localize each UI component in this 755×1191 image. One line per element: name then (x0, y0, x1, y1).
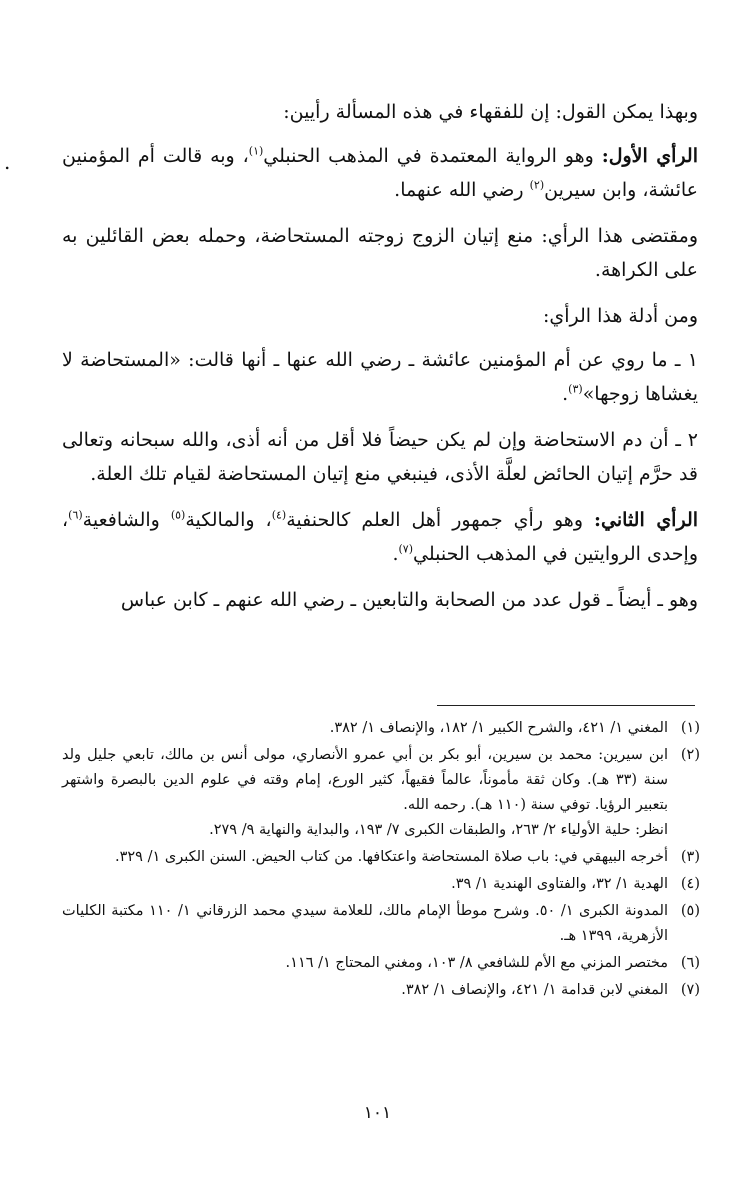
first-view-paragraph (62, 139, 698, 207)
footnote-6 (62, 951, 700, 976)
intro-paragraph: وبهذا يمكن القول: إن للفقهاء في هذه المسألة رأيين: (283, 101, 698, 123)
footnote-ref-4[interactable]: (٤) (271, 508, 287, 522)
footnote-ref-7[interactable]: (٧) (398, 542, 414, 556)
footnote-text: ابن سيرين: محمد بن سيرين، أبو بكر بن أبي عمرو الأنصاري، مولى أنس بن مالك، تابعي جليل ولد سنة (٣٣ هـ). وكان ثقة مأموناً، عالماً فقيهاً، كثير الورع، إمام وقته في علوم الدين بالبصرة واشتهر بتعبير الرؤيا. توفي سنة (١١٠ هـ). رحمه الله. (62, 747, 668, 813)
first-view-text-c: رضي الله عنهما. (394, 179, 530, 201)
footnote-ref-6[interactable]: (٦) (68, 508, 83, 522)
page-number: ١٠١ (363, 1103, 392, 1123)
footnote-text: مختصر المزني مع الأم للشافعي ٨/ ١٠٣، ومغني المحتاج ١/ ١١٦. (285, 955, 668, 971)
closing-paragraph: وهو ـ أيضاً ـ قول عدد من الصحابة والتابعين ـ رضي الله عنهم ـ كابن عباس (120, 589, 698, 611)
footnote-ref-3[interactable]: (٣) (568, 382, 583, 396)
footnote-number: (١) (680, 720, 700, 736)
first-view-text-b: ، وبه قالت أم المؤمنين عائشة، وابن سيرين (62, 145, 698, 201)
footnote-ref-1[interactable]: (١) (248, 144, 264, 158)
footnote-number: (٦) (680, 955, 700, 971)
footnote-ref-5[interactable]: (٥) (170, 508, 186, 522)
footnote-ref-2[interactable]: (٢) (529, 178, 545, 192)
footnote-divider (437, 705, 695, 706)
footnote-number: (٣) (680, 849, 700, 865)
stray-mark: . (4, 150, 11, 174)
footnote-1 (62, 716, 700, 741)
evidence-1-end: . (562, 383, 569, 405)
second-view-text-a: وهو رأي جمهور أهل العلم كالحنفية (286, 509, 595, 531)
consequence-paragraph: ومقتضى هذا الرأي: منع إتيان الزوج زوجته المستحاضة، وحمله بعض القائلين به على الكراهة. (62, 225, 698, 281)
second-view-text-b: ، والمالكية (185, 509, 272, 531)
footnote-text: أخرجه البيهقي في: باب صلاة المستحاضة واعتكافها. من كتاب الحيض. السنن الكبرى ١/ ٣٢٩. (114, 849, 668, 865)
footnote-text: المدونة الكبرى ١/ ٥٠. وشرح موطأ الإمام مالك، للعلامة سيدي محمد الزرقاني ١/ ١١٠ مكتبة الكليات الأزهرية، ١٣٩٩ هـ. (62, 903, 668, 944)
footnote-number: (٢) (680, 747, 700, 763)
first-view-heading: الرأي الأول: (601, 145, 698, 167)
footnote-text: انظر: حلية الأولياء ٢/ ٢٦٣، والطبقات الكبرى ٧/ ١٩٣، والبداية والنهاية ٩/ ٢٧٩. (209, 822, 668, 838)
footnote-number: (٧) (680, 982, 700, 998)
footnote-3 (62, 845, 700, 870)
footnote-2 (62, 743, 700, 843)
second-view-text-d: ، وإحدى الروايتين في المذهب الحنبلي (62, 509, 698, 565)
footnote-number: (٤) (680, 876, 700, 892)
second-view-paragraph (62, 503, 698, 571)
footnote-number: (٥) (680, 903, 700, 919)
main-text (62, 95, 698, 629)
evidence-intro: ومن أدلة هذا الرأي: (542, 305, 698, 327)
footnote-text: المغني ١/ ٤٢١، والشرح الكبير ١/ ١٨٢، والإنصاف ١/ ٣٨٢. (329, 720, 668, 736)
second-view-text-e: . (392, 543, 399, 565)
footnote-text: المغني لابن قدامة ١/ ٤٢١، والإنصاف ١/ ٣٨٢. (401, 982, 668, 998)
footnote-4 (62, 872, 700, 897)
evidence-2: ٢ ـ أن دم الاستحاضة وإن لم يكن حيضاً فلا أقل من أنه أذى، والله سبحانه وتعالى قد حرَّم إتيان الحائض لعلَّة الأذى، فينبغي منع إتيان المستحاضة لقيام تلك العلة. (62, 429, 698, 485)
footnote-5 (62, 899, 700, 949)
second-view-heading: الرأي الثاني: (594, 509, 699, 531)
first-view-text-a: وهو الرواية المعتمدة في المذهب الحنبلي (263, 145, 602, 167)
evidence-1 (62, 343, 698, 411)
footnote-7 (62, 978, 700, 1003)
footnote-text: الهدية ١/ ٣٢، والفتاوى الهندية ١/ ٣٩. (451, 876, 668, 892)
footnotes (62, 716, 700, 1005)
evidence-1-text: ١ ـ ما روي عن أم المؤمنين عائشة ـ رضي الله عنها ـ أنها قالت: «المستحاضة لا يغشاها زوجها» (62, 349, 698, 405)
second-view-text-c: والشافعية (82, 509, 171, 531)
